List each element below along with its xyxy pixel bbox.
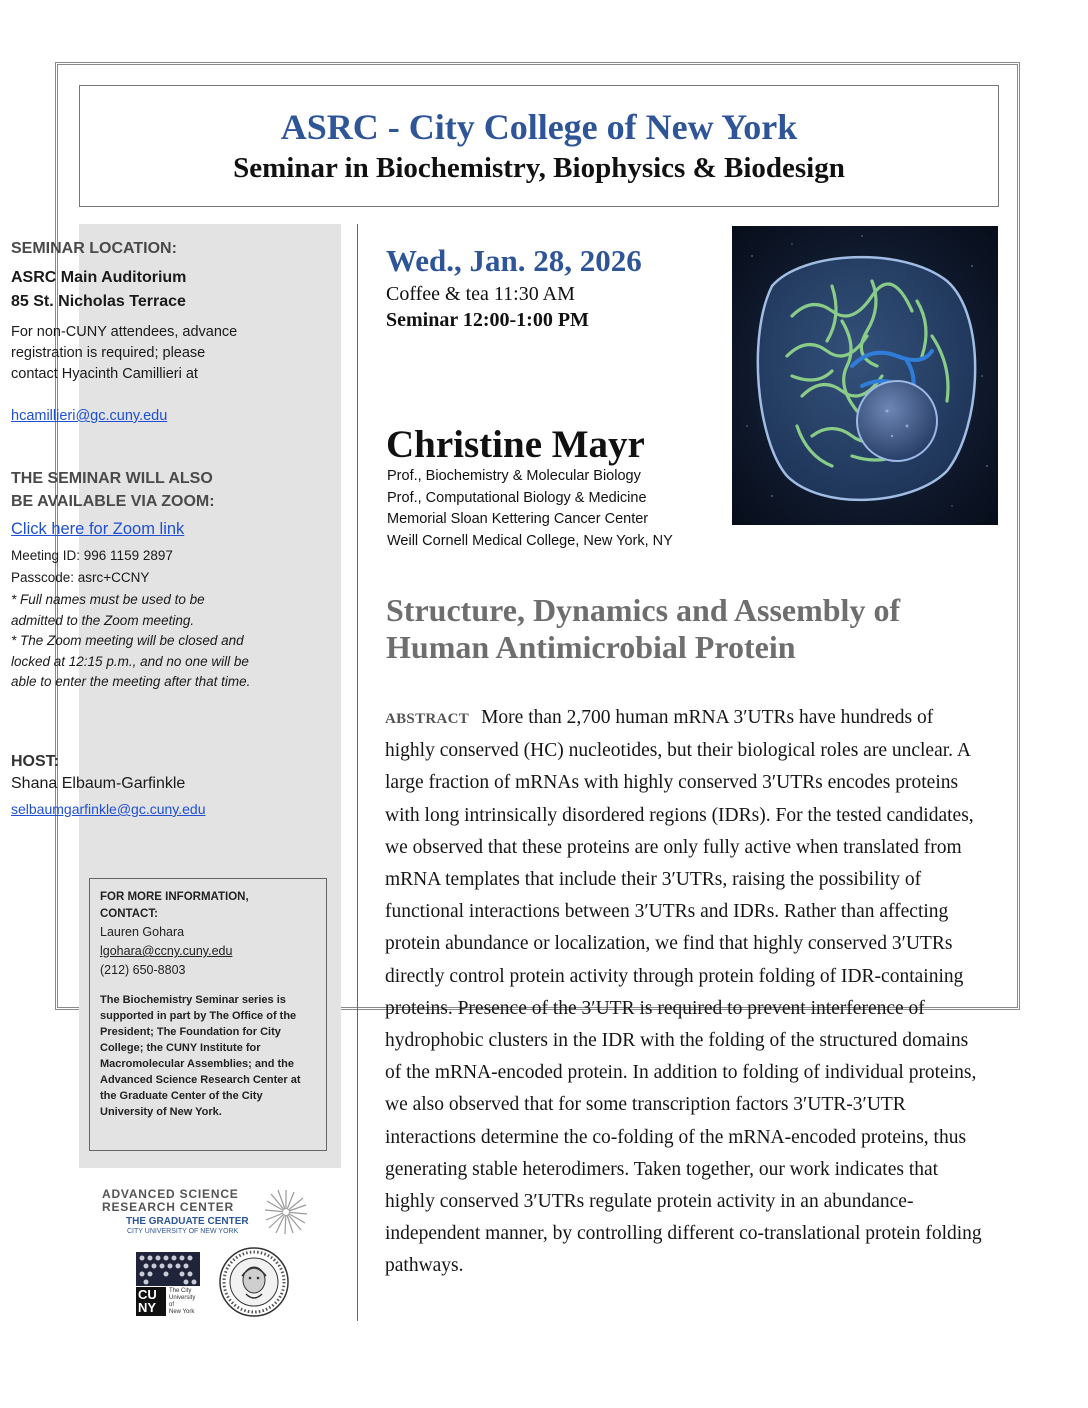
zoom-heading-line2: BE AVAILABLE VIA ZOOM: bbox=[11, 493, 215, 510]
location-heading: SEMINAR LOCATION: bbox=[11, 240, 177, 257]
asrc-logo-line1: ADVANCED SCIENCE bbox=[102, 1187, 239, 1201]
info-heading-line1: FOR MORE INFORMATION, bbox=[100, 891, 249, 903]
speaker-affiliation-4: Weill Cornell Medical College, New York, NY bbox=[387, 533, 673, 549]
meeting-id: Meeting ID: 996 1159 2897 bbox=[11, 548, 173, 563]
column-divider bbox=[357, 224, 358, 1321]
cuny-caption-1: The City bbox=[169, 1288, 192, 1294]
coffee-time: Coffee & tea 11:30 AM bbox=[386, 283, 575, 305]
sponsor-logos bbox=[100, 1188, 315, 1318]
cell-illustration-graphic bbox=[732, 226, 998, 525]
venue-address: 85 St. Nicholas Terrace bbox=[11, 293, 186, 310]
zoom-note-lock: * The Zoom meeting will be closed and locked at 12:15 p.m., and no one will be able to enter the meeting after that time. bbox=[11, 633, 251, 689]
ccny-seal-icon bbox=[218, 1246, 290, 1318]
asrc-logo-line3: THE GRADUATE CENTER bbox=[126, 1216, 249, 1227]
abstract-text: More than 2,700 human mRNA 3′UTRs have hundreds of highly conserved (HC) nucleotides, but their biological roles are unclear. A large fraction of mRNAs with highly conserved 3′UTRs encodes proteins with long intrinsically disordered regions (IDRs). For the tested candidates, we observed that these proteins are only fully active when translated from mRNA templates that include their 3′UTRs, raising the possibility of functional interactions between 3′UTRs and IDRs. Rather than affecting protein abundance or localization, we find that highly conserved 3′UTRs directly control protein activity through protein folding of IDR-containing proteins. Presence of the 3′UTR is required to prevent interference of hydrophobic clusters in the IDR with the folding of the structured domains of the mRNA-encoded protein. In addition to folding of individual proteins, we also observed that for some transcription factors 3′UTR-3′UTR interactions determine the co-folding of the mRNA-encoded proteins, thus generating stable heterodimers. Taken together, our work indicates that highly conserved 3′UTRs regulate protein activity in an abundance-independent manner, by controlling different co-translational protein folding pathways. bbox=[385, 707, 982, 1277]
cuny-wordmark bbox=[136, 1287, 166, 1316]
cuny-wordmark-bottom: NY bbox=[138, 1300, 157, 1315]
contact-email-link[interactable]: lgohara@ccny.cuny.edu bbox=[100, 944, 233, 958]
venue-name: ASRC Main Auditorium bbox=[11, 269, 187, 286]
cell-illustration bbox=[732, 226, 998, 525]
cuny-pattern-icon bbox=[136, 1252, 200, 1286]
support-note: The Biochemistry Seminar series is supported in part by The Office of the President; The Foundation for City College; the CUNY Institute for Macromolecular Assemblies; and the Advanced Science Research Center at the Graduate Center of the City University of New York. bbox=[100, 994, 301, 1118]
passcode: Passcode: asrc+CCNY bbox=[11, 570, 150, 585]
speaker-name: Christine Mayr bbox=[386, 423, 645, 466]
info-heading-line2: CONTACT: bbox=[100, 908, 158, 920]
speaker-affiliation-1: Prof., Biochemistry & Molecular Biology bbox=[387, 468, 641, 484]
cuny-logo bbox=[136, 1252, 202, 1316]
contact-phone: (212) 650-8803 bbox=[100, 963, 186, 977]
asrc-logo bbox=[100, 1188, 315, 1244]
cuny-wordmark-top: CU bbox=[138, 1287, 157, 1302]
cuny-caption-4: New York bbox=[169, 1309, 195, 1315]
host-email-link[interactable]: selbaumgarfinkle@gc.cuny.edu bbox=[11, 801, 206, 817]
event-date: Wed., Jan. 28, 2026 bbox=[386, 243, 642, 278]
host-name: Shana Elbaum-Garfinkle bbox=[11, 775, 186, 792]
cuny-caption bbox=[169, 1288, 195, 1316]
zoom-note-names: * Full names must be used to be admitted to the Zoom meeting. bbox=[11, 592, 205, 628]
contact-name: Lauren Gohara bbox=[100, 925, 185, 939]
more-info-box bbox=[89, 878, 327, 1151]
seminar-time: Seminar 12:00-1:00 PM bbox=[386, 309, 589, 331]
talk-title: Structure, Dynamics and Assembly of Human Antimicrobial Protein bbox=[386, 592, 901, 665]
zoom-heading-line1: THE SEMINAR WILL ALSO bbox=[11, 470, 213, 487]
asrc-logo-line4: CITY UNIVERSITY OF NEW YORK bbox=[127, 1228, 239, 1235]
abstract bbox=[385, 702, 985, 1283]
registration-note: For non-CUNY attendees, advance registration is required; please contact Hyacinth Camillieri at bbox=[11, 324, 238, 382]
header-subtitle: Seminar in Biochemistry, Biophysics & Biodesign bbox=[233, 152, 845, 184]
zoom-link[interactable]: Click here for Zoom link bbox=[11, 520, 185, 538]
header-title: ASRC - City College of New York bbox=[280, 107, 798, 147]
cuny-caption-2: University bbox=[169, 1295, 196, 1301]
asrc-starburst-icon bbox=[263, 1188, 309, 1236]
registration-email-link[interactable]: hcamillieri@gc.cuny.edu bbox=[11, 408, 168, 424]
abstract-label: ABSTRACT bbox=[385, 711, 470, 727]
asrc-logo-line2: RESEARCH CENTER bbox=[102, 1200, 235, 1214]
cuny-caption-3: of bbox=[169, 1302, 175, 1308]
host-heading: HOST: bbox=[11, 753, 59, 770]
header-banner bbox=[79, 85, 999, 207]
speaker-affiliation-3: Memorial Sloan Kettering Cancer Center bbox=[387, 511, 649, 527]
speaker-affiliation-2: Prof., Computational Biology & Medicine bbox=[387, 490, 647, 506]
